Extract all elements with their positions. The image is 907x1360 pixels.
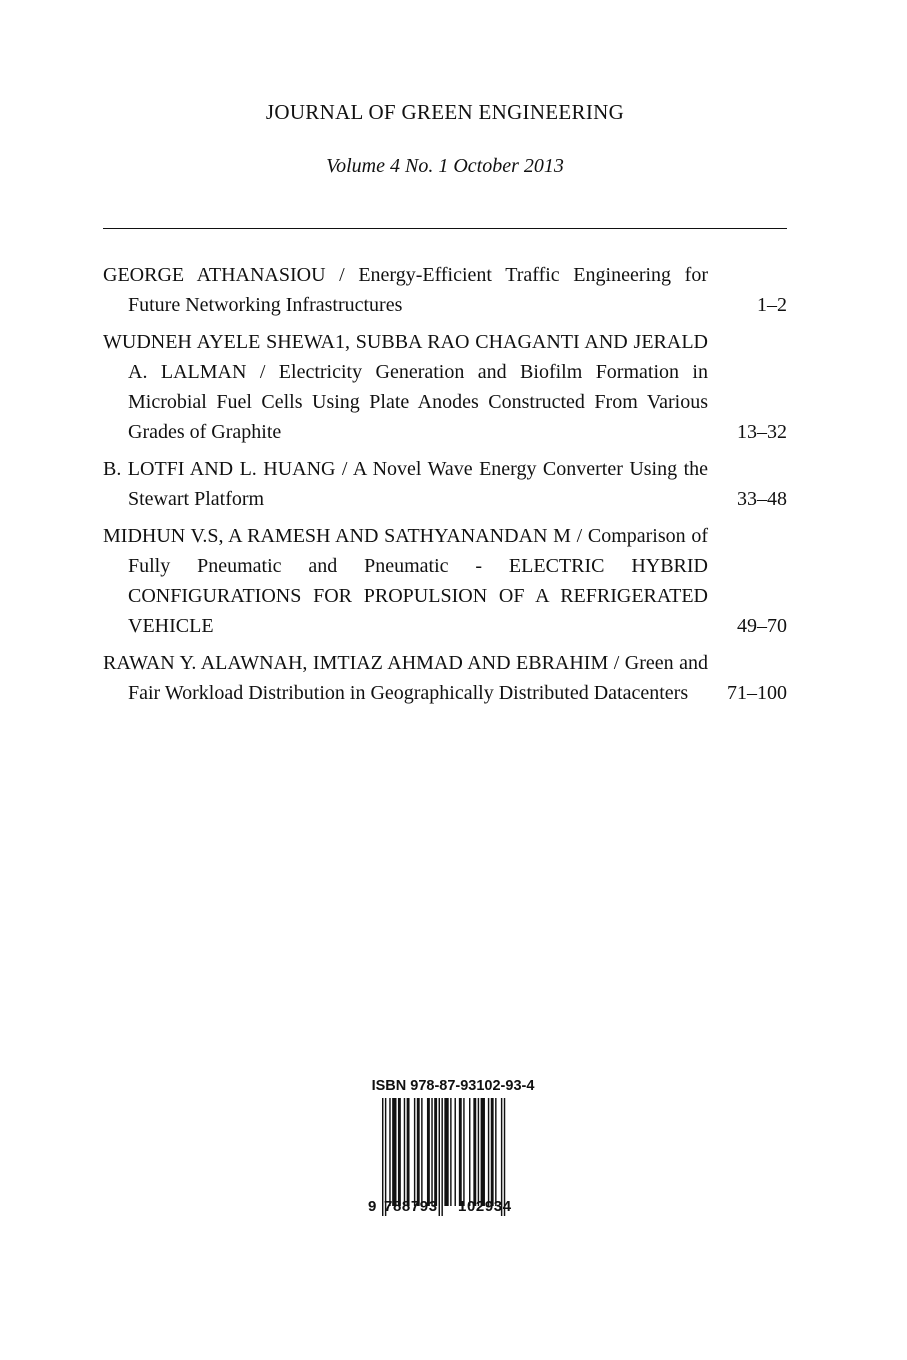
toc-entry — [103, 327, 787, 447]
toc-entry-pages: 1–2 — [757, 294, 787, 316]
barcode-bar — [495, 1098, 496, 1206]
header-divider — [103, 228, 787, 229]
barcode-bar — [450, 1098, 451, 1206]
barcode-bar — [389, 1098, 390, 1206]
barcode-bar — [481, 1098, 485, 1206]
toc-entry — [103, 454, 787, 514]
toc-entry-title: MIDHUN V.S, A RAMESH AND SATHYANANDAN M / Comparison of Fully Pneumatic and Pneumatic - ELECTRIC HYBRID CONFIGURATIONS FOR PROPULSION OF A REFRIGERATED VEHICLE — [103, 525, 708, 637]
barcode-bar — [431, 1098, 432, 1206]
toc-entry-pages: 71–100 — [727, 682, 787, 704]
barcode-digits-left: 788793 — [384, 1198, 438, 1215]
barcode-bar — [407, 1098, 410, 1206]
toc-entry — [103, 521, 787, 641]
toc-entry — [103, 260, 787, 320]
toc-entry-pages: 33–48 — [737, 488, 787, 510]
isbn-block — [368, 1078, 538, 1216]
barcode-bar — [398, 1098, 401, 1206]
barcode-bar — [473, 1098, 476, 1206]
barcode-bar — [488, 1098, 489, 1206]
toc-entry-pages: 49–70 — [737, 615, 787, 637]
isbn-label: ISBN 978-87-93102-93-4 — [371, 1078, 535, 1094]
barcode-bar — [469, 1098, 470, 1206]
barcode-bar — [434, 1098, 437, 1206]
barcode-bar — [463, 1098, 464, 1206]
barcode-bar — [404, 1098, 405, 1206]
table-of-contents — [103, 260, 787, 715]
barcode-bar — [421, 1098, 422, 1206]
barcode-bar — [491, 1098, 494, 1206]
volume-issue-date: Volume 4 No. 1 October 2013 — [326, 155, 564, 177]
barcode-digit-first: 9 — [368, 1198, 377, 1215]
toc-entry-title: B. LOTFI AND L. HUANG / A Novel Wave Energy Converter Using the Stewart Platform — [103, 458, 708, 510]
barcode-bar — [441, 1098, 442, 1216]
toc-entry-title: WUDNEH AYELE SHEWA1, SUBBA RAO CHAGANTI AND JERALD A. LALMAN / Electricity Generation and Biofilm Formation in Microbial Fuel Cells Using Plate Anodes Constructed From Various Grades of Graphite — [103, 331, 708, 443]
barcode-bar — [439, 1098, 440, 1216]
barcode-bar — [392, 1098, 396, 1206]
toc-entry-title: RAWAN Y. ALAWNAH, IMTIAZ AHMAD AND EBRAHIM / Green and Fair Workload Distribution in Geographically Distributed Datacenters — [103, 652, 708, 704]
toc-entry-pages: 13–32 — [737, 421, 787, 443]
toc-entry-title: GEORGE ATHANASIOU / Energy-Efficient Traffic Engineering for Future Networking Infrastructures — [103, 264, 708, 316]
barcode-bar — [427, 1098, 430, 1206]
journal-title: JOURNAL OF GREEN ENGINEERING — [265, 100, 625, 124]
barcode-bar — [414, 1098, 415, 1206]
barcode-bar — [417, 1098, 420, 1206]
barcode-bar — [478, 1098, 479, 1206]
barcode-bar — [444, 1098, 448, 1206]
barcode-bar — [455, 1098, 456, 1206]
toc-entry — [103, 648, 787, 708]
barcode-digits-right: 102934 — [458, 1198, 512, 1215]
barcode-bar — [459, 1098, 462, 1206]
